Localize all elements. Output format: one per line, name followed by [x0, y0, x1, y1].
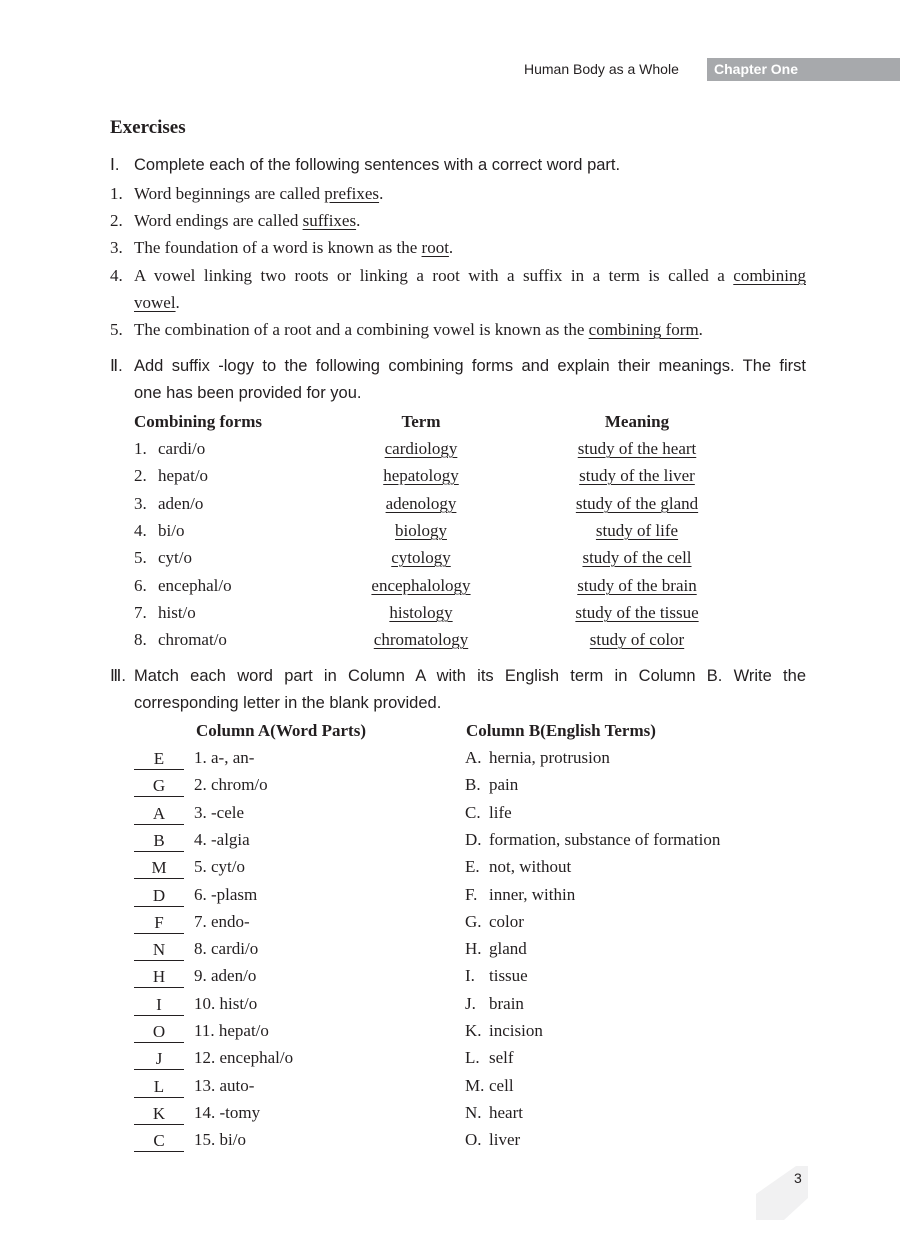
combining-form: encephal/o: [158, 576, 232, 595]
term-answer: [341, 494, 501, 514]
combining-form: cyt/o: [158, 548, 192, 567]
meaning-text: study of the brain: [577, 576, 697, 595]
word-part: 9. aden/o: [194, 966, 257, 985]
meaning-answer: [547, 494, 727, 514]
term-text: hepatology: [383, 466, 459, 485]
combining-form: bi/o: [158, 521, 185, 540]
answer-blank: G: [134, 775, 184, 797]
term-letter: L.: [465, 1048, 480, 1067]
chapter-label: Chapter One: [707, 58, 900, 81]
meaning-answer: [547, 521, 727, 541]
term-letter: K.: [465, 1021, 482, 1040]
term-letter: N.: [465, 1103, 482, 1122]
item-text: The foundation of a word is known as the: [134, 238, 422, 257]
meaning-text: study of color: [589, 630, 685, 649]
term-answer: [341, 576, 501, 596]
meaning-text: study of the liver: [579, 466, 695, 485]
row-number: 6.: [134, 576, 147, 595]
meaning-text: study of life: [595, 521, 679, 540]
item-punct: .: [356, 211, 361, 230]
term-letter: B.: [465, 775, 481, 794]
english-term: brain: [489, 994, 524, 1013]
english-term: life: [489, 803, 512, 822]
term-answer: [341, 466, 501, 486]
answer-blank: J: [134, 1048, 184, 1070]
item-number: 1.: [110, 184, 123, 203]
answer-blank: O: [134, 1021, 184, 1043]
answer-blank: C: [134, 1130, 184, 1152]
row-number: 8.: [134, 630, 147, 649]
word-part: 8. cardi/o: [194, 939, 259, 958]
word-part: 3. -cele: [194, 803, 245, 822]
term-text: biology: [395, 521, 447, 540]
row-number: 5.: [134, 548, 147, 567]
section-1-number: Ⅰ.: [110, 156, 120, 174]
header-meaning: Meaning: [604, 412, 670, 431]
combining-form: cardi/o: [158, 439, 206, 458]
running-header-title: Human Body as a Whole: [524, 61, 679, 77]
term-answer: [341, 548, 501, 568]
word-part: 15. bi/o: [194, 1130, 246, 1149]
answer: combining form: [588, 320, 699, 339]
english-term: color: [489, 912, 524, 931]
meaning-answer: [547, 439, 727, 459]
english-term: cell: [489, 1076, 514, 1095]
section-3-number: Ⅲ.: [110, 667, 126, 685]
answer-blank: F: [134, 912, 184, 934]
answer-blank: A: [134, 803, 184, 825]
english-term: inner, within: [489, 885, 576, 904]
meaning-text: study of the tissue: [575, 603, 699, 622]
item-text: The combination of a root and a combining vowel is known as the: [134, 320, 589, 339]
word-part: 10. hist/o: [194, 994, 258, 1013]
header-column-a: Column A(Word Parts): [196, 721, 366, 740]
word-part: 5. cyt/o: [194, 857, 245, 876]
english-term: heart: [489, 1103, 523, 1122]
word-part: 1. a-, an-: [194, 748, 255, 767]
row-number: 2.: [134, 466, 147, 485]
answer-blank: N: [134, 939, 184, 961]
meaning-answer: [547, 603, 727, 623]
answer-blank: H: [134, 966, 184, 988]
word-part: 14. -tomy: [194, 1103, 261, 1122]
english-term: hernia, protrusion: [489, 748, 610, 767]
header-term: Term: [401, 412, 441, 431]
meaning-answer: [547, 548, 727, 568]
section-2-text: Add suffix -logy to the following combining forms and explain their meanings. The first: [134, 357, 806, 375]
term-letter: E.: [465, 857, 480, 876]
item-punct: .: [448, 238, 454, 257]
meaning-text: study of the cell: [582, 548, 692, 567]
item-text: Word beginnings are called: [134, 184, 325, 203]
combining-form: aden/o: [158, 494, 204, 513]
term-text: encephalology: [371, 576, 471, 595]
item-number: 3.: [110, 238, 123, 257]
item-text: Word endings are called: [134, 211, 303, 230]
english-term: liver: [489, 1130, 521, 1149]
answer-blank: I: [134, 994, 184, 1016]
word-part: 13. auto-: [194, 1076, 255, 1095]
term-answer: [341, 630, 501, 650]
row-number: 7.: [134, 603, 147, 622]
page-number: 3: [794, 1170, 802, 1186]
header-combining-forms: Combining forms: [134, 412, 262, 431]
term-letter: M.: [465, 1076, 485, 1095]
term-letter: G.: [465, 912, 482, 931]
term-answer: [341, 521, 501, 541]
answer: combining: [733, 266, 806, 285]
meaning-text: study of the heart: [577, 439, 697, 458]
answer: suffixes: [302, 211, 357, 230]
section-2-text: one has been provided for you.: [134, 384, 362, 402]
term-answer: [341, 439, 501, 459]
term-letter: I.: [465, 966, 475, 985]
item-punct: .: [698, 320, 703, 339]
item-punct: .: [379, 184, 384, 203]
word-part: 4. -algia: [194, 830, 250, 849]
row-number: 1.: [134, 439, 147, 458]
answer-blank: D: [134, 885, 184, 907]
term-letter: H.: [465, 939, 482, 958]
answer-blank: B: [134, 830, 184, 852]
english-term: pain: [489, 775, 519, 794]
meaning-answer: [547, 630, 727, 650]
term-letter: O.: [465, 1130, 482, 1149]
row-number: 3.: [134, 494, 147, 513]
term-letter: J.: [465, 994, 476, 1013]
meaning-answer: [547, 576, 727, 596]
answer-blank: L: [134, 1076, 184, 1098]
english-term: self: [489, 1048, 514, 1067]
answer: prefixes: [324, 184, 380, 203]
english-term: incision: [489, 1021, 543, 1040]
term-text: adenology: [385, 494, 457, 513]
meaning-text: study of the gland: [575, 494, 699, 513]
english-term: formation, substance of formation: [489, 830, 721, 849]
combining-form: chromat/o: [158, 630, 227, 649]
item-punct: .: [175, 293, 180, 312]
section-1-text: Complete each of the following sentences with a correct word part.: [134, 156, 621, 174]
combining-form: hepat/o: [158, 466, 209, 485]
item-number: 2.: [110, 211, 123, 230]
row-number: 4.: [134, 521, 147, 540]
term-text: chromatology: [373, 630, 469, 649]
word-part: 11. hepat/o: [194, 1021, 269, 1040]
answer-blank: E: [134, 748, 184, 770]
section-3-text: corresponding letter in the blank provided.: [134, 694, 442, 712]
meaning-answer: [547, 466, 727, 486]
word-part: 6. -plasm: [194, 885, 258, 904]
section-3-text: Match each word part in Column A with its English term in Column B. Write the: [134, 667, 806, 685]
item-number: 4.: [110, 266, 123, 285]
header-column-b: Column B(English Terms): [466, 721, 656, 740]
english-term: not, without: [489, 857, 572, 876]
term-text: histology: [389, 603, 453, 622]
item-text: A vowel linking two roots or linking a root with a suffix in a term is called a: [134, 266, 734, 285]
exercises-heading: Exercises: [110, 117, 186, 138]
english-term: gland: [489, 939, 527, 958]
answer: root: [421, 238, 449, 257]
section-2-number: Ⅱ.: [110, 357, 123, 375]
term-letter: F.: [465, 885, 478, 904]
combining-form: hist/o: [158, 603, 196, 622]
word-part: 12. encephal/o: [194, 1048, 294, 1067]
term-text: cytology: [391, 548, 451, 567]
term-letter: C.: [465, 803, 481, 822]
answer-blank: M: [134, 857, 184, 879]
term-answer: [341, 603, 501, 623]
word-part: 2. chrom/o: [194, 775, 268, 794]
answer-blank: K: [134, 1103, 184, 1125]
answer: vowel: [134, 293, 176, 312]
term-letter: A.: [465, 748, 482, 767]
english-term: tissue: [489, 966, 528, 985]
item-number: 5.: [110, 320, 123, 339]
term-text: cardiology: [384, 439, 458, 458]
word-part: 7. endo-: [194, 912, 250, 931]
term-letter: D.: [465, 830, 482, 849]
